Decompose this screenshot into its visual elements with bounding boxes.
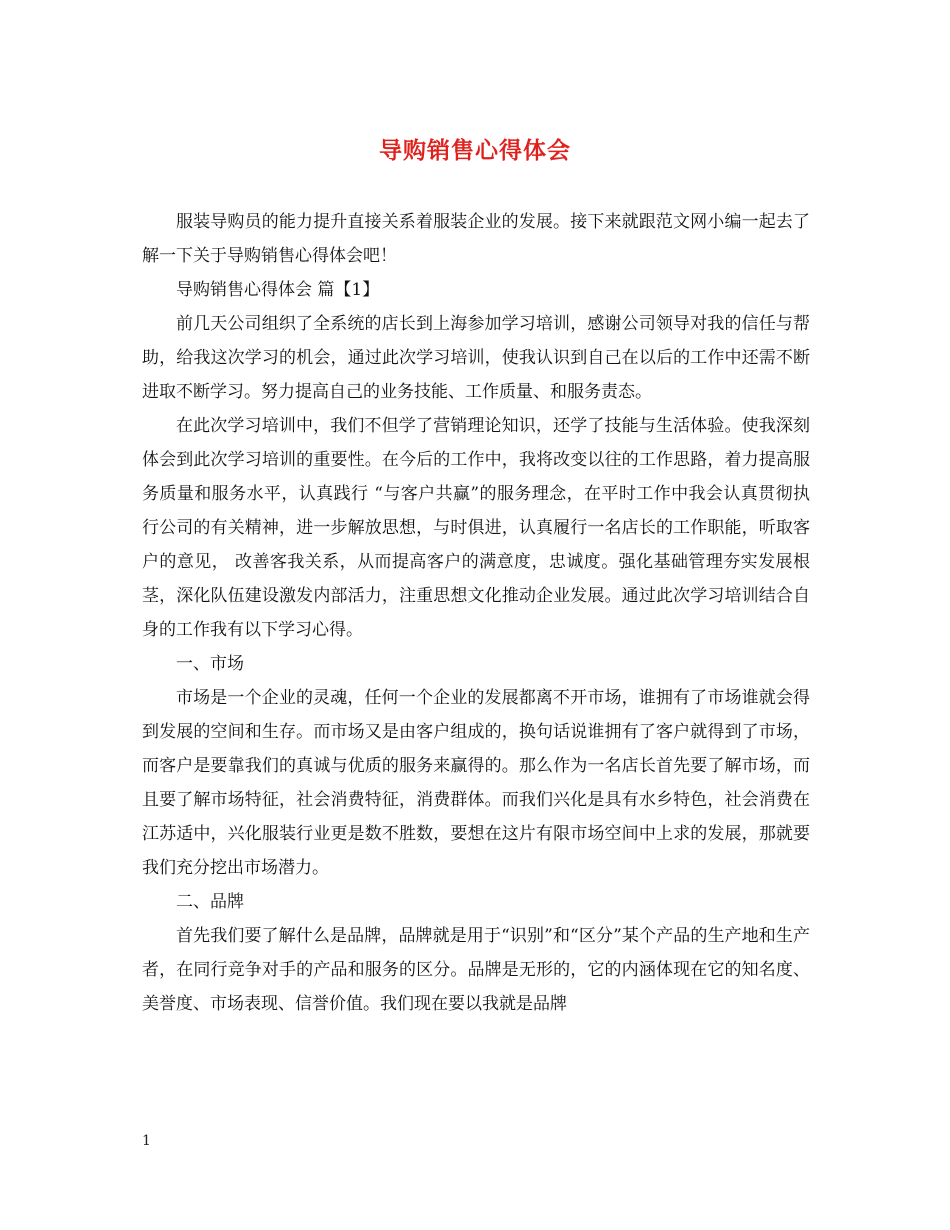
body-paragraph: 前几天公司组织了全系统的店长到上海参加学习培训，感谢公司领导对我的信任与帮助，给我这次学习的机会，通过此次学习培训，使我认识到自己在以后的工作中还需不断进取不断学习。努力提高自己的业务技能、工作质量、和服务责态。 xyxy=(142,314,810,402)
section-heading-market: 一、市场 xyxy=(176,654,244,674)
page-number: 1 xyxy=(142,1133,151,1149)
body-paragraph: 市场是一个企业的灵魂，任何一个企业的发展都离不开市场，谁拥有了市场谁就会得到发展的空间和生存。而市场又是由客户组成的，换句话说谁拥有了客户就得到了市场，而客户是要靠我们的真诚与优质的服务来赢得的。那么作为一名店长首先要了解市场，而且要了解市场特征，社会消费特征，消费群体。而我们兴化是具有水乡特色，社会消费在江苏适中，兴化服装行业更是数不胜数，要想在这片有限市场空间中上求的发展，那就要我们充分挖出市场潜力。 xyxy=(142,688,810,878)
document-title: 导购销售心得体会 xyxy=(379,137,571,164)
section-heading-part-1: 导购销售心得体会 篇【1】 xyxy=(176,280,380,300)
body-paragraph: 首先我们要了解什么是品牌，品牌就是用于“识别”和“区分”某个产品的生产地和生产者，在同行竞争对手的产品和服务的区分。品牌是无形的，它的内涵体现在它的知名度、美誉度、市场表现、信誉价值。我们现在要以我就是品牌 xyxy=(142,926,810,1014)
body-paragraph: 在此次学习培训中，我们不但学了营销理论知识，还学了技能与生活体验。使我深刻体会到此次学习培训的重要性。在今后的工作中，我将改变以往的工作思路，着力提高服务质量和服务水平，认真践行 “与客户共赢”的服务理念，在平时工作中我会认真贯彻执行公司的有关精神，进一步解放思想，与时俱进，认真履行一名店长的工作职能，听取客户的意见， 改善客我关系，从而提高客户的满意度，忠诚度。强化基础管理夯实发展根茎，深化队伍建设激发内部活力，注重思想文化推动企业发展。通过此次学习培训结合自身的工作我有以下学习心得。 xyxy=(142,416,810,640)
intro-paragraph: 服装导购员的能力提升直接关系着服装企业的发展。接下来就跟范文网小编一起去了解一下关于导购销售心得体会吧！ xyxy=(142,212,810,266)
document-body xyxy=(142,205,810,1021)
section-heading-brand: 二、品牌 xyxy=(176,892,244,912)
